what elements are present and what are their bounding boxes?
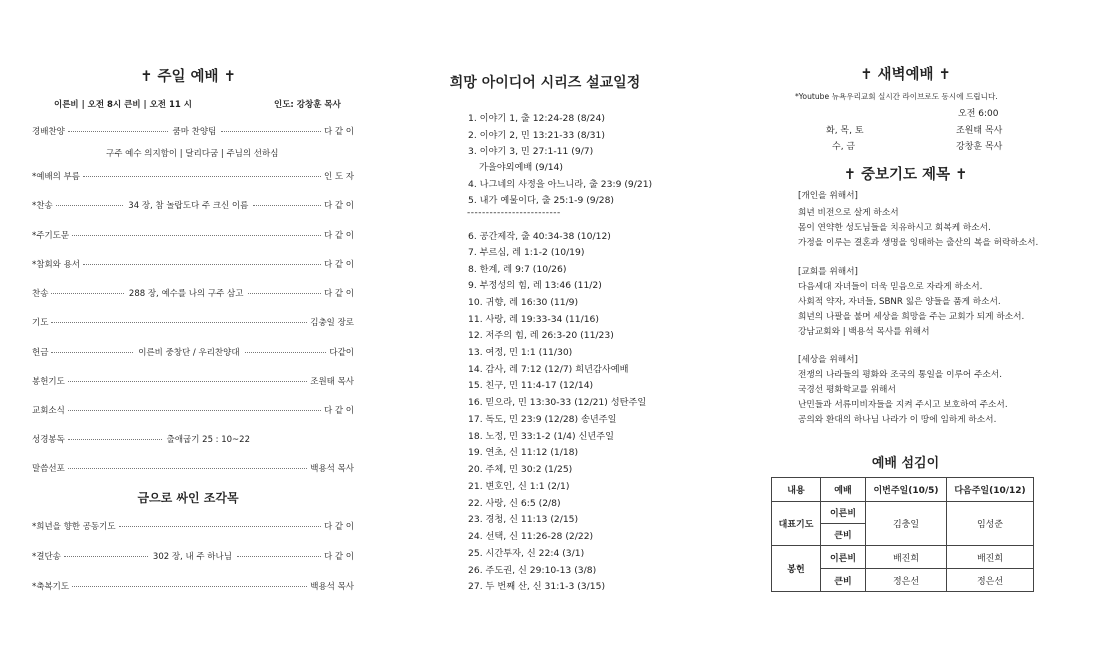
order-person: 인 도 자 — [323, 172, 354, 182]
prayer-title: ✝ 중보기도 제목 ✝ — [843, 167, 968, 183]
dawn-service-title: ✝ 새벽예배 ✝ — [860, 67, 951, 83]
prayer-line: 강남교회와 | 백용석 목사를 위해서 — [798, 327, 930, 337]
prayer-line: 다음세대 자녀들이 더욱 믿음으로 자라게 하소서. — [798, 282, 983, 292]
leader-dots — [51, 352, 133, 353]
order-person: 다 같 이 — [323, 231, 354, 241]
leader-dots — [68, 131, 168, 132]
prayer-line: 전쟁의 나라들의 평화와 조국의 통일을 이루어 주소서. — [798, 370, 1002, 380]
order-label: *참회와 용서 — [32, 260, 81, 270]
order-person: 백용석 목사 — [310, 464, 354, 474]
order-label: 찬송 — [32, 289, 49, 299]
sermon-item: 25. 시간투자, 신 22:4 (3/1) — [468, 548, 585, 559]
sermon-item: 2. 이야기 2, 민 13:21-33 (8/31) — [468, 130, 605, 141]
order-row — [32, 199, 354, 211]
table-cell-service: 큰비 — [821, 569, 866, 592]
order-row — [32, 433, 252, 445]
prayer-line: 국경선 평화학교를 위해서 — [798, 385, 896, 395]
prayer-line: 난민들과 서류미비자들을 지켜 주시고 보호하여 주소서. — [798, 400, 1008, 410]
table-header-row — [772, 478, 1034, 502]
leader-dots — [83, 264, 321, 265]
servers-title: 예배 섬김이 — [871, 456, 940, 471]
order-row-praise — [32, 125, 354, 137]
order-person: 다같이 — [329, 348, 354, 358]
order-label: *예배의 부름 — [32, 172, 81, 182]
sermon-item: 23. 경청, 신 11:13 (2/15) — [468, 514, 579, 525]
order-label: *축복기도 — [32, 582, 70, 592]
order-person: 다 같 이 — [323, 289, 354, 299]
order-row — [32, 170, 354, 182]
order-label: 경배찬양 — [32, 127, 65, 137]
sermon-item: 17. 독도, 민 23:9 (12/28) 송년주일 — [468, 414, 617, 425]
leader-dots — [119, 526, 321, 527]
order-label: *찬송 — [32, 201, 53, 211]
sermon-item: 11. 사랑, 레 19:33-34 (11/16) — [468, 314, 599, 325]
prayer-line: 희년의 나팔을 불며 세상을 희망을 주는 교회가 되게 하소서. — [798, 312, 1025, 322]
order-detail: 302 장, 내 주 하나님 — [152, 552, 232, 562]
leader-dots — [68, 410, 321, 411]
order-person: 김충일 장로 — [310, 318, 354, 328]
sermon-item: 6. 공간제작, 출 40:34-38 (10/12) — [468, 231, 611, 242]
sermon-item: 1. 이야기 1, 출 12:24-28 (8/24) — [468, 113, 605, 124]
order-detail: 34 장, 참 놀랍도다 주 크신 이름 — [128, 201, 249, 211]
order-row — [32, 404, 354, 416]
leader-dots — [72, 586, 307, 587]
leader-dots — [237, 556, 321, 557]
order-detail: 쿰마 찬양팀 — [172, 127, 217, 137]
sermon-item: 27. 두 번째 산, 신 31:1-3 (3/15) — [468, 581, 606, 592]
table-cell-service: 큰비 — [821, 524, 866, 546]
prayer-line: 몸이 연약한 성도님들을 치유하시고 회복케 하소서. — [798, 223, 991, 233]
prayer-line: 가정을 이루는 결혼과 생명을 잉태하는 출산의 복을 허락하소서. — [798, 238, 1039, 248]
praise-songs: 구주 예수 의지함이 | 달리다굼 | 주님의 선하심 — [106, 149, 279, 159]
order-row — [32, 258, 354, 270]
dawn-days: 수, 금 — [832, 142, 856, 152]
prayer-line: 사회적 약자, 자녀들, SBNR 잃은 양들을 품게 하소서. — [798, 297, 1001, 307]
closing-row — [32, 550, 354, 562]
table-cell-service: 이른비 — [821, 546, 866, 569]
order-person: 다 같 이 — [323, 201, 355, 211]
order-label: 봉헌기도 — [32, 377, 65, 387]
table-row — [772, 502, 1034, 524]
sermon-item: 16. 믿으라, 민 13:30-33 (12/21) 성탄주일 — [468, 397, 647, 408]
leader-dots — [64, 556, 148, 557]
prayer-line: [세상을 위해서] — [798, 355, 858, 365]
order-row — [32, 375, 354, 387]
servers-table — [771, 477, 1034, 592]
sermon-item: 14. 감사, 레 7:12 (12/7) 희년감사예배 — [468, 364, 629, 375]
order-label: 성경봉독 — [32, 435, 65, 445]
table-cell-person: 정은선 — [947, 569, 1034, 592]
order-label: 헌금 — [32, 348, 49, 358]
order-row — [32, 287, 354, 299]
leader-dots — [56, 205, 124, 206]
sermon-item: 4. 나그네의 사정을 아느니라, 출 23:9 (9/21) — [468, 179, 653, 190]
table-cell-role: 봉헌 — [772, 546, 821, 592]
closing-row — [32, 580, 354, 592]
table-cell-person: 김충일 — [866, 502, 947, 546]
sermon-item: 13. 여정, 민 1:1 (11/30) — [468, 347, 573, 358]
sermon-item: 8. 한계, 레 9:7 (10/26) — [468, 264, 567, 275]
leader-dots — [248, 293, 320, 294]
sermon-item: 21. 변호인, 신 1:1 (2/1) — [468, 481, 570, 492]
order-row — [32, 346, 354, 358]
table-header: 예배 — [821, 478, 866, 502]
sermon-item: 15. 친구, 민 11:4-17 (12/14) — [468, 380, 594, 391]
table-cell-person: 임성준 — [947, 502, 1034, 546]
order-person: 다 같 이 — [323, 552, 354, 562]
table-header: 다음주일(10/12) — [947, 478, 1034, 502]
sermon-item: 19. 연초, 신 11:12 (1/18) — [468, 447, 579, 458]
prayer-line: [개인을 위해서] — [798, 191, 858, 201]
order-label: 교회소식 — [32, 406, 65, 416]
order-row — [32, 316, 354, 328]
order-person: 백용석 목사 — [310, 582, 354, 592]
sermon-item: 26. 주도권, 신 29:10-13 (3/8) — [468, 565, 597, 576]
prayer-line: 희년 비전으로 살게 하소서 — [798, 208, 899, 218]
order-detail: 출애굽기 25 : 10~22 — [166, 435, 250, 445]
sermon-item: 5. 내가 예물이다, 출 25:1-9 (9/28) — [468, 195, 615, 206]
table-cell-person: 정은선 — [866, 569, 947, 592]
order-person: 다 같 이 — [323, 522, 354, 532]
leader-dots — [51, 322, 307, 323]
sermon-item: 18. 노정, 민 33:1-2 (1/4) 신년주일 — [468, 431, 615, 442]
sermon-item: 24. 선택, 신 11:26-28 (2/22) — [468, 531, 594, 542]
sunday-service-title: ✝ 주일 예배 ✝ — [140, 69, 236, 85]
table-cell-person: 배진희 — [947, 546, 1034, 569]
order-row — [32, 229, 354, 241]
prayer-line: 공의와 환대의 하나님 나라가 이 땅에 임하게 하소서. — [798, 415, 997, 425]
table-header: 이번주일(10/5) — [866, 478, 947, 502]
sermon-item: 7. 부르심, 레 1:1-2 (10/19) — [468, 247, 585, 258]
order-label: *희년을 향한 공동기도 — [32, 522, 116, 532]
leader-dots — [68, 439, 162, 440]
order-detail: 이른비 중창단 / 우리찬양대 — [138, 348, 240, 358]
separator: ------------------------- — [467, 208, 561, 218]
dawn-leader: 강창훈 목사 — [956, 142, 1003, 152]
service-times: 이른비 | 오전 8시 큰비 | 오전 11 시 — [54, 100, 192, 110]
leader-dots — [253, 205, 321, 206]
order-label: 기도 — [32, 318, 49, 328]
leader-dots — [83, 176, 321, 177]
table-cell-person: 배진희 — [866, 546, 947, 569]
leader-dots — [68, 381, 307, 382]
dawn-time: 오전 6:00 — [958, 109, 999, 119]
sermon-item: 3. 이야기 3, 민 27:1-11 (9/7) — [468, 146, 594, 157]
dawn-days: 화, 목, 토 — [826, 126, 864, 136]
closing-row — [32, 520, 354, 532]
order-person: 조원태 목사 — [310, 377, 354, 387]
dawn-leader: 조원태 목사 — [956, 126, 1003, 136]
prayer-line: [교회를 위해서] — [798, 267, 858, 277]
sermon-item: 10. 귀향, 레 16:30 (11/9) — [468, 297, 579, 308]
leader-dots — [72, 235, 321, 236]
leader-dots — [68, 468, 307, 469]
order-person: 다 같 이 — [323, 260, 354, 270]
leader-dots — [51, 293, 123, 294]
sermon-item: 가을야외예배 (9/14) — [479, 162, 563, 173]
leader-dots — [245, 352, 327, 353]
youtube-note: *Youtube 뉴욕우리교회 실시간 라이브로도 동시에 드립니다. — [795, 92, 998, 101]
sermon-title: 금으로 싸인 조각목 — [137, 491, 239, 505]
table-row — [772, 546, 1034, 569]
leader-dots — [221, 131, 321, 132]
sermon-item: 20. 주체, 민 30:2 (1/25) — [468, 464, 573, 475]
order-detail: 288 장, 예수를 나의 구주 삼고 — [128, 289, 244, 299]
table-cell-role: 대표기도 — [772, 502, 821, 546]
sermon-item: 22. 사랑, 신 6:5 (2/8) — [468, 498, 561, 509]
sermon-schedule-title: 희망 아이디어 시리즈 설교일정 — [449, 75, 641, 91]
table-cell-service: 이른비 — [821, 502, 866, 524]
sermon-item: 9. 부정성의 힘, 레 13:46 (11/2) — [468, 280, 602, 291]
order-label: *주기도문 — [32, 231, 70, 241]
table-header: 내용 — [772, 478, 821, 502]
order-person: 다 같 이 — [323, 406, 354, 416]
order-person: 다 같 이 — [323, 127, 355, 137]
order-row — [32, 462, 354, 474]
sermon-item: 12. 저주의 힘, 레 26:3-20 (11/23) — [468, 330, 614, 341]
order-label: *결단송 — [32, 552, 61, 562]
service-leader: 인도: 강창훈 목사 — [274, 100, 341, 110]
order-label: 말씀선포 — [32, 464, 65, 474]
